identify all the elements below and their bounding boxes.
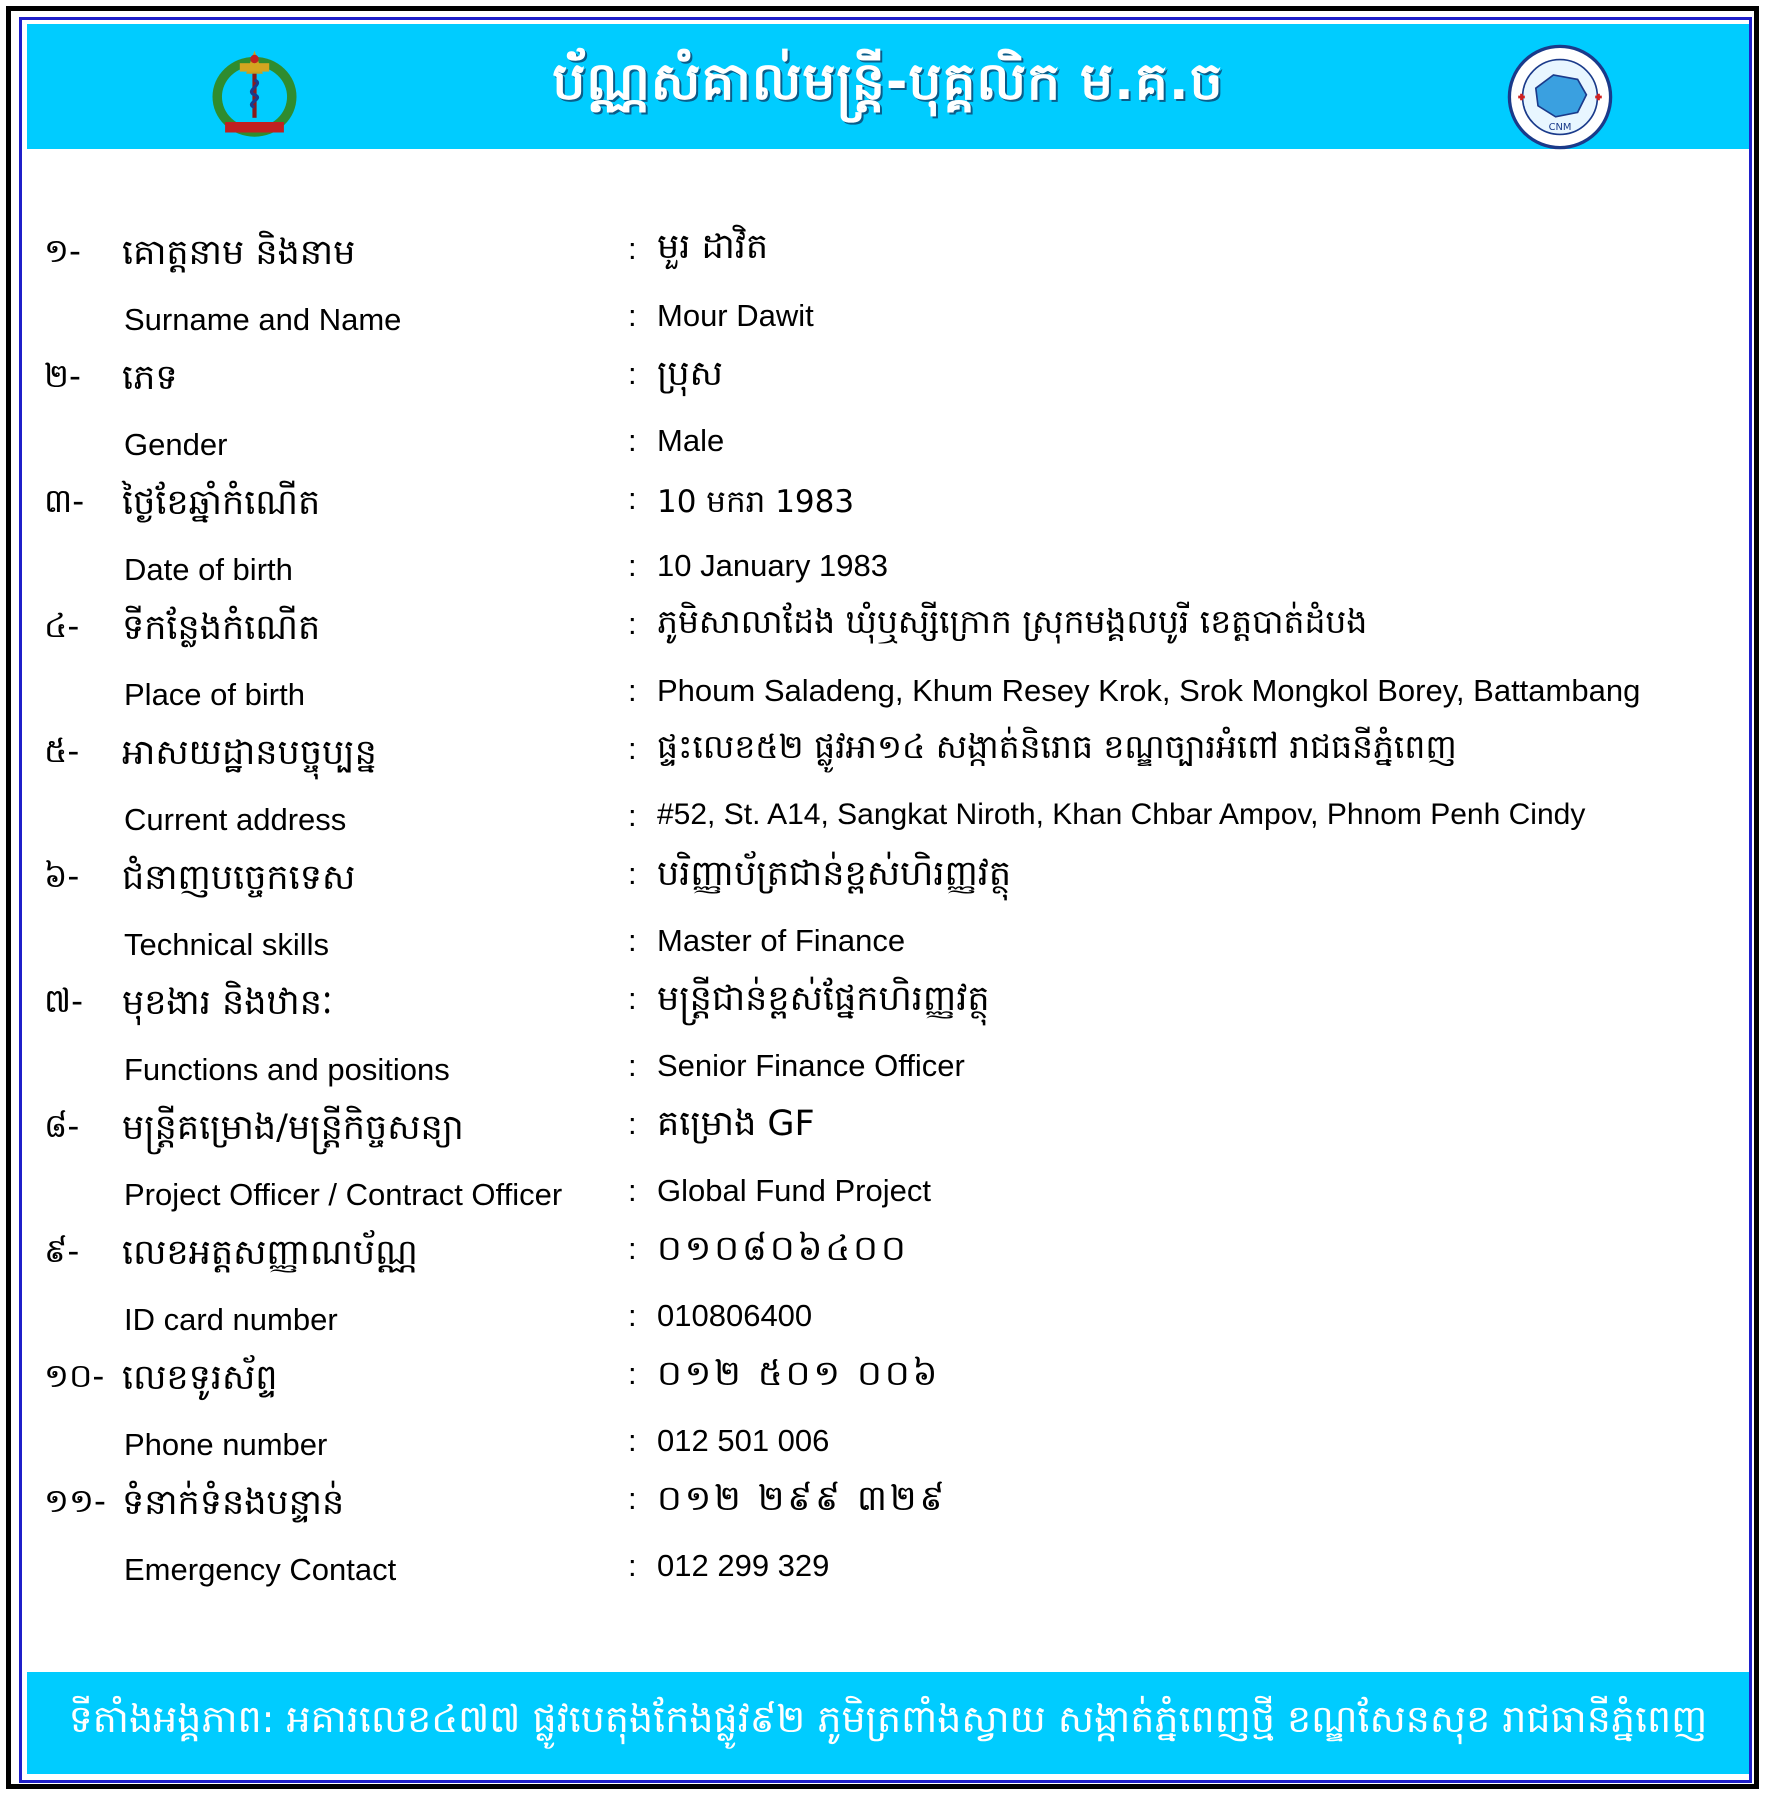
card-title: ប័ណ្ណសំគាល់មន្ត្រី-បុគ្គលិក ម.គ.ច (552, 51, 1224, 112)
field-value-km: បរិញ្ញាប័ត្រជាន់ខ្ពស់ហិរញ្ញវត្ថុ (657, 854, 1012, 894)
field-value-km: 10 មករា 1983 (657, 484, 855, 520)
field-pob-km (0, 602, 1771, 666)
field-label-en: Project Officer / Contract Officer (124, 1177, 563, 1212)
field-address-km (0, 727, 1771, 791)
field-value-km: ផ្ទះលេខ៥២ ផ្លូវអា១៤ សង្កាត់និរោធ ខណ្ឌច្បារអំពៅ រាជធនីភ្នំពេញ (657, 727, 1457, 766)
field-label-en: Current address (124, 802, 347, 837)
field-phone-km (0, 1356, 1771, 1416)
field-colon: : (628, 1173, 637, 1208)
field-phone-en (0, 1423, 1771, 1483)
field-label-en: Date of birth (124, 552, 293, 587)
field-colon: : (628, 798, 637, 833)
field-label-en: Emergency Contact (124, 1552, 397, 1587)
field-label-km: អាសយដ្ឋានបច្ចុប្បន្ន (122, 733, 377, 773)
field-value-km: គម្រោង GF (657, 1104, 815, 1144)
field-label-en: Phone number (124, 1427, 328, 1462)
field-number: ៨- (44, 1106, 80, 1145)
field-value-km: មួរ ដាវិត (657, 227, 769, 267)
field-number: ៥- (44, 731, 80, 770)
field-value-en: Phoum Saladeng, Khum Resey Krok, Srok Mongkol Borey, Battambang (657, 673, 1641, 708)
field-value-km: ភូមិសាលាដែង ឃុំឬស្សីក្រោក ស្រុកមង្គលបូរី ខេត្តបាត់ដំបង (657, 602, 1368, 641)
field-number: ៦- (44, 856, 80, 895)
field-skills-en (0, 923, 1771, 983)
field-value-en: Male (657, 423, 725, 458)
field-colon: : (628, 981, 637, 1016)
field-label-en: Place of birth (124, 677, 305, 712)
field-label-km: ថ្ងៃខែឆ្នាំកំណើត (122, 483, 321, 523)
field-colon: : (628, 1231, 637, 1266)
field-colon: : (628, 423, 637, 458)
cnm-seal-icon (1505, 42, 1615, 152)
field-dob-en (0, 548, 1771, 608)
field-colon: : (628, 1481, 637, 1516)
field-label-km: ទីកន្លែងកំណើត (122, 608, 321, 648)
field-colon: : (628, 606, 637, 641)
field-value-en: 010806400 (657, 1298, 813, 1333)
field-value-en: 012 501 006 (657, 1423, 830, 1458)
field-officer-type-km (0, 1106, 1771, 1166)
field-label-en: Gender (124, 427, 228, 462)
field-number: ១- (44, 231, 81, 270)
field-label-km: ជំនាញបច្ចេកទេស (122, 858, 356, 898)
field-dob-km (0, 481, 1771, 541)
field-number: ៤- (44, 606, 80, 645)
field-colon: : (628, 1298, 637, 1333)
office-address: ទីតាំងអង្គភាព: អគារលេខ៤៧៧ ផ្លូវបេតុងកែងផ្លូវ៩២ ភូមិត្រពាំងស្វាយ សង្កាត់ភ្នំពេញថ្មី ខណ្ឌសែនសុខ រាជធានីភ្នំពេញ (68, 1697, 1708, 1741)
field-value-en: Mour Dawit (657, 298, 814, 333)
field-position-km (0, 981, 1771, 1041)
field-colon: : (628, 481, 637, 516)
field-emergency-km (0, 1481, 1771, 1541)
field-colon: : (628, 356, 637, 391)
field-colon: : (628, 298, 637, 333)
field-id-en (0, 1298, 1771, 1358)
field-colon: : (628, 1548, 637, 1583)
field-value-km: មន្ត្រីជាន់ខ្ពស់ផ្នែកហិរញ្ញវត្ថុ (657, 979, 990, 1019)
field-value-km: ០១២ ៥០១ ០០៦ (657, 1354, 941, 1394)
field-colon: : (628, 673, 637, 708)
field-name-en (0, 298, 1771, 358)
field-number: ៩- (44, 1231, 80, 1270)
field-value-km: ០១២ ២៩៩ ៣២៩ (657, 1479, 948, 1519)
field-id-km (0, 1231, 1771, 1291)
field-colon: : (628, 1356, 637, 1391)
field-colon: : (628, 856, 637, 891)
field-label-km: លេខអត្តសញ្ញាណប័ណ្ណ (122, 1233, 418, 1273)
field-value-en: 10 January 1983 (657, 548, 888, 583)
field-emergency-en (0, 1548, 1771, 1608)
footer-banner (27, 1672, 1749, 1774)
field-value-en: Senior Finance Officer (657, 1048, 965, 1083)
field-skills-km (0, 856, 1771, 916)
field-label-km: មុខងារ និងឋានៈ (122, 983, 333, 1023)
field-officer-type-en (0, 1173, 1771, 1233)
field-colon: : (628, 1423, 637, 1458)
field-label-km: ទំនាក់ទំនងបន្ទាន់ (122, 1483, 345, 1523)
field-address-en (0, 798, 1771, 858)
field-label-km: គោត្តនាម និងនាម (122, 233, 356, 273)
field-number: ៧- (44, 981, 83, 1020)
field-name-km (0, 227, 1771, 291)
field-number: ១១- (44, 1481, 106, 1520)
field-gender-en (0, 423, 1771, 483)
field-value-en: Master of Finance (657, 923, 906, 958)
field-colon: : (628, 231, 637, 266)
field-value-km: ០១០៨០៦៤០០ (657, 1229, 909, 1269)
svg-text:CNM: CNM (1548, 122, 1572, 133)
field-label-en: Surname and Name (124, 302, 402, 337)
field-colon: : (628, 1048, 637, 1083)
header-banner (27, 24, 1749, 149)
field-value-en: Global Fund Project (657, 1173, 931, 1208)
field-value-en: #52, St. A14, Sangkat Niroth, Khan Chbar Ampov, Phnom Penh Cindy (657, 798, 1586, 831)
field-gender-km (0, 356, 1771, 416)
field-colon: : (628, 731, 637, 766)
field-label-en: Technical skills (124, 927, 330, 962)
field-number: ១០- (44, 1356, 105, 1395)
field-label-en: ID card number (124, 1302, 338, 1337)
field-position-en (0, 1048, 1771, 1108)
field-label-km: មន្ត្រីគម្រោង/មន្ត្រីកិច្ចសន្យា (122, 1108, 464, 1148)
field-colon: : (628, 1106, 637, 1141)
field-label-km: ភេទ (122, 358, 178, 398)
field-label-en: Functions and positions (124, 1052, 450, 1087)
field-number: ៣- (44, 481, 85, 520)
field-colon: : (628, 548, 637, 583)
field-pob-en (0, 673, 1771, 733)
ministry-emblem-icon (202, 38, 307, 143)
field-number: ២- (44, 356, 81, 395)
field-label-km: លេខទូរស័ព្ទ (122, 1358, 278, 1398)
field-value-km: ប្រុស (657, 354, 723, 394)
field-value-en: 012 299 329 (657, 1548, 830, 1583)
field-colon: : (628, 923, 637, 958)
